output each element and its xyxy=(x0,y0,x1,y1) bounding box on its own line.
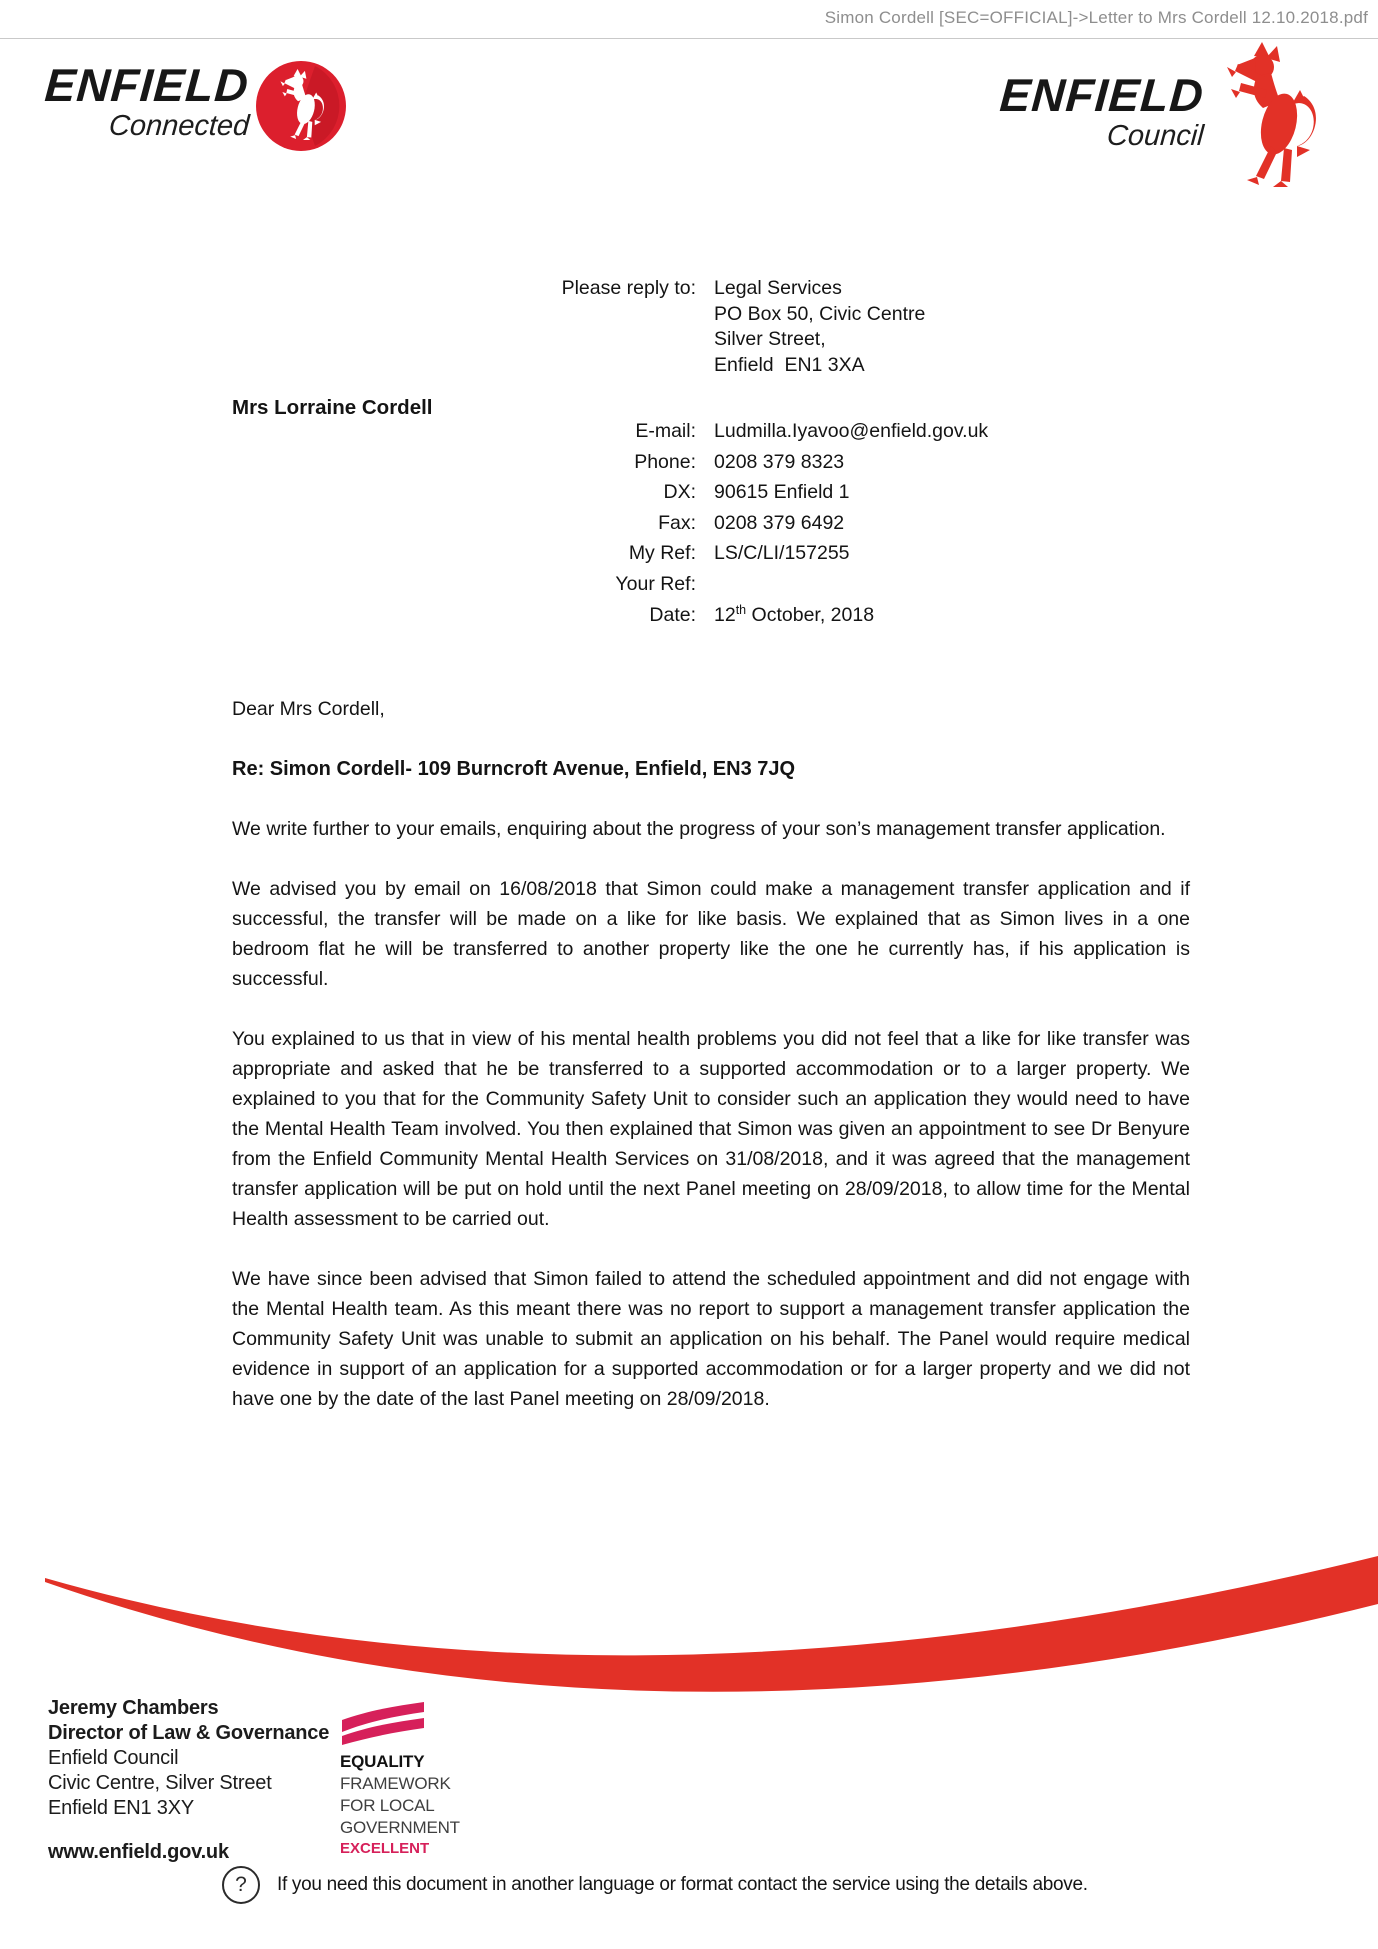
equality-line: GOVERNMENT xyxy=(340,1818,460,1837)
reply-to-label: Please reply to: xyxy=(561,277,696,299)
enfield-council-logo xyxy=(998,69,1332,200)
recipient-name: Mrs Lorraine Cordell xyxy=(232,396,433,419)
equality-line: FRAMEWORK xyxy=(340,1774,451,1793)
fax-label: Fax: xyxy=(658,511,696,534)
website-url: www.enfield.gov.uk xyxy=(48,1841,229,1863)
signatory-title: Director of Law & Governance xyxy=(48,1722,330,1744)
address-line: Enfield EN1 3XA xyxy=(714,353,865,376)
equality-badge: EXCELLENT xyxy=(340,1840,430,1857)
salutation: Dear Mrs Cordell, xyxy=(232,698,385,720)
pdf-filename: Simon Cordell [SEC=OFFICIAL]->Letter to Mrs Cordell 12.10.2018.pdf xyxy=(824,8,1368,27)
enfield-beast-circle-icon xyxy=(255,60,347,152)
equality-line: FOR LOCAL xyxy=(340,1796,435,1815)
my-ref-label: My Ref: xyxy=(628,542,696,565)
reply-details-block xyxy=(400,276,1170,632)
signatory-address1: Civic Centre, Silver Street xyxy=(48,1772,272,1794)
paragraph: We write further to your emails, enquiring about the progress of your son’s management transfer application. xyxy=(232,818,1166,840)
paragraph: We have since been advised that Simon failed to attend the scheduled appointment and did not engage with the Mental Health team. As this meant there was no report to support a management transfer application the Community Safety Unit was unable to submit an application on his behalf. The Panel would require medical evidence in support of an application for a supported accommodation or for a larger property and we did not have one by the date of the last Panel meeting on 28/09/2018. xyxy=(232,1268,1190,1410)
fax-value: 0208 379 6492 xyxy=(714,511,845,534)
signatory-org: Enfield Council xyxy=(48,1747,179,1769)
dx-label: DX: xyxy=(663,481,696,504)
address-line: PO Box 50, Civic Centre xyxy=(714,302,926,325)
equality-stripes-icon xyxy=(340,1700,426,1745)
dx-value: 90615 Enfield 1 xyxy=(714,481,850,504)
address-line: Silver Street, xyxy=(714,328,826,350)
subject-line: Re: Simon Cordell- 109 Burncroft Avenue, Enfield, EN3 7JQ xyxy=(232,758,796,780)
equality-framework-logo xyxy=(340,1700,520,1859)
paragraph: You explained to us that in view of his mental health problems you did not feel that a like for like transfer was appropriate and asked that he be transferred to a supported accommodation or to a larger property. We explained to you that for the Community Safety Unit to consider such an application they would need to have the Mental Health Team involved. You then explained that Simon was given an appointment to see Dr Benyure from the Enfield Community Mental Health Services on 31/08/2018, and it was agreed that the management transfer application will be put on hold until the next Panel meeting on 28/09/2018, to allow time for the Mental Health assessment to be carried out. xyxy=(232,1028,1190,1230)
paragraph: We advised you by email on 16/08/2018 that Simon could make a management transfer application and if successful, the transfer will be made on a like for like basis. We explained that as Simon lives in a one bedroom flat he will be transferred to another property like the one he currently has, if his application is successful. xyxy=(232,878,1190,990)
signatory-address2: Enfield EN1 3XY xyxy=(48,1797,194,1819)
logo-right-tagline: Council xyxy=(1105,120,1205,152)
enfield-connected-logo xyxy=(43,59,347,152)
logo-left-tagline: Connected xyxy=(107,110,250,142)
date-value: 12th October, 2018 xyxy=(714,602,875,626)
email-value: Ludmilla.Iyavoo@enfield.gov.uk xyxy=(714,420,989,442)
equality-line: EQUALITY xyxy=(340,1752,425,1771)
date-label: Date: xyxy=(649,603,696,626)
help-icon: ? xyxy=(222,1866,260,1904)
language-note xyxy=(222,1866,1088,1904)
phone-value: 0208 379 8323 xyxy=(714,450,845,473)
enfield-beast-icon xyxy=(1208,36,1332,200)
letter-body xyxy=(232,694,1190,1444)
header-divider xyxy=(0,38,1378,39)
my-ref-value: LS/C/LI/157255 xyxy=(714,542,850,565)
address-line: Legal Services xyxy=(714,277,842,299)
logo-right-name: ENFIELD xyxy=(998,69,1206,121)
your-ref-label: Your Ref: xyxy=(615,572,696,595)
signatory-name: Jeremy Chambers xyxy=(48,1697,219,1719)
phone-label: Phone: xyxy=(634,450,696,473)
language-note-text: If you need this document in another language or format contact the service using the details above. xyxy=(277,1874,1088,1895)
email-label: E-mail: xyxy=(635,420,696,442)
signatory-block xyxy=(48,1696,329,1865)
your-ref-value xyxy=(714,569,1170,600)
logo-left-name: ENFIELD xyxy=(43,59,251,111)
